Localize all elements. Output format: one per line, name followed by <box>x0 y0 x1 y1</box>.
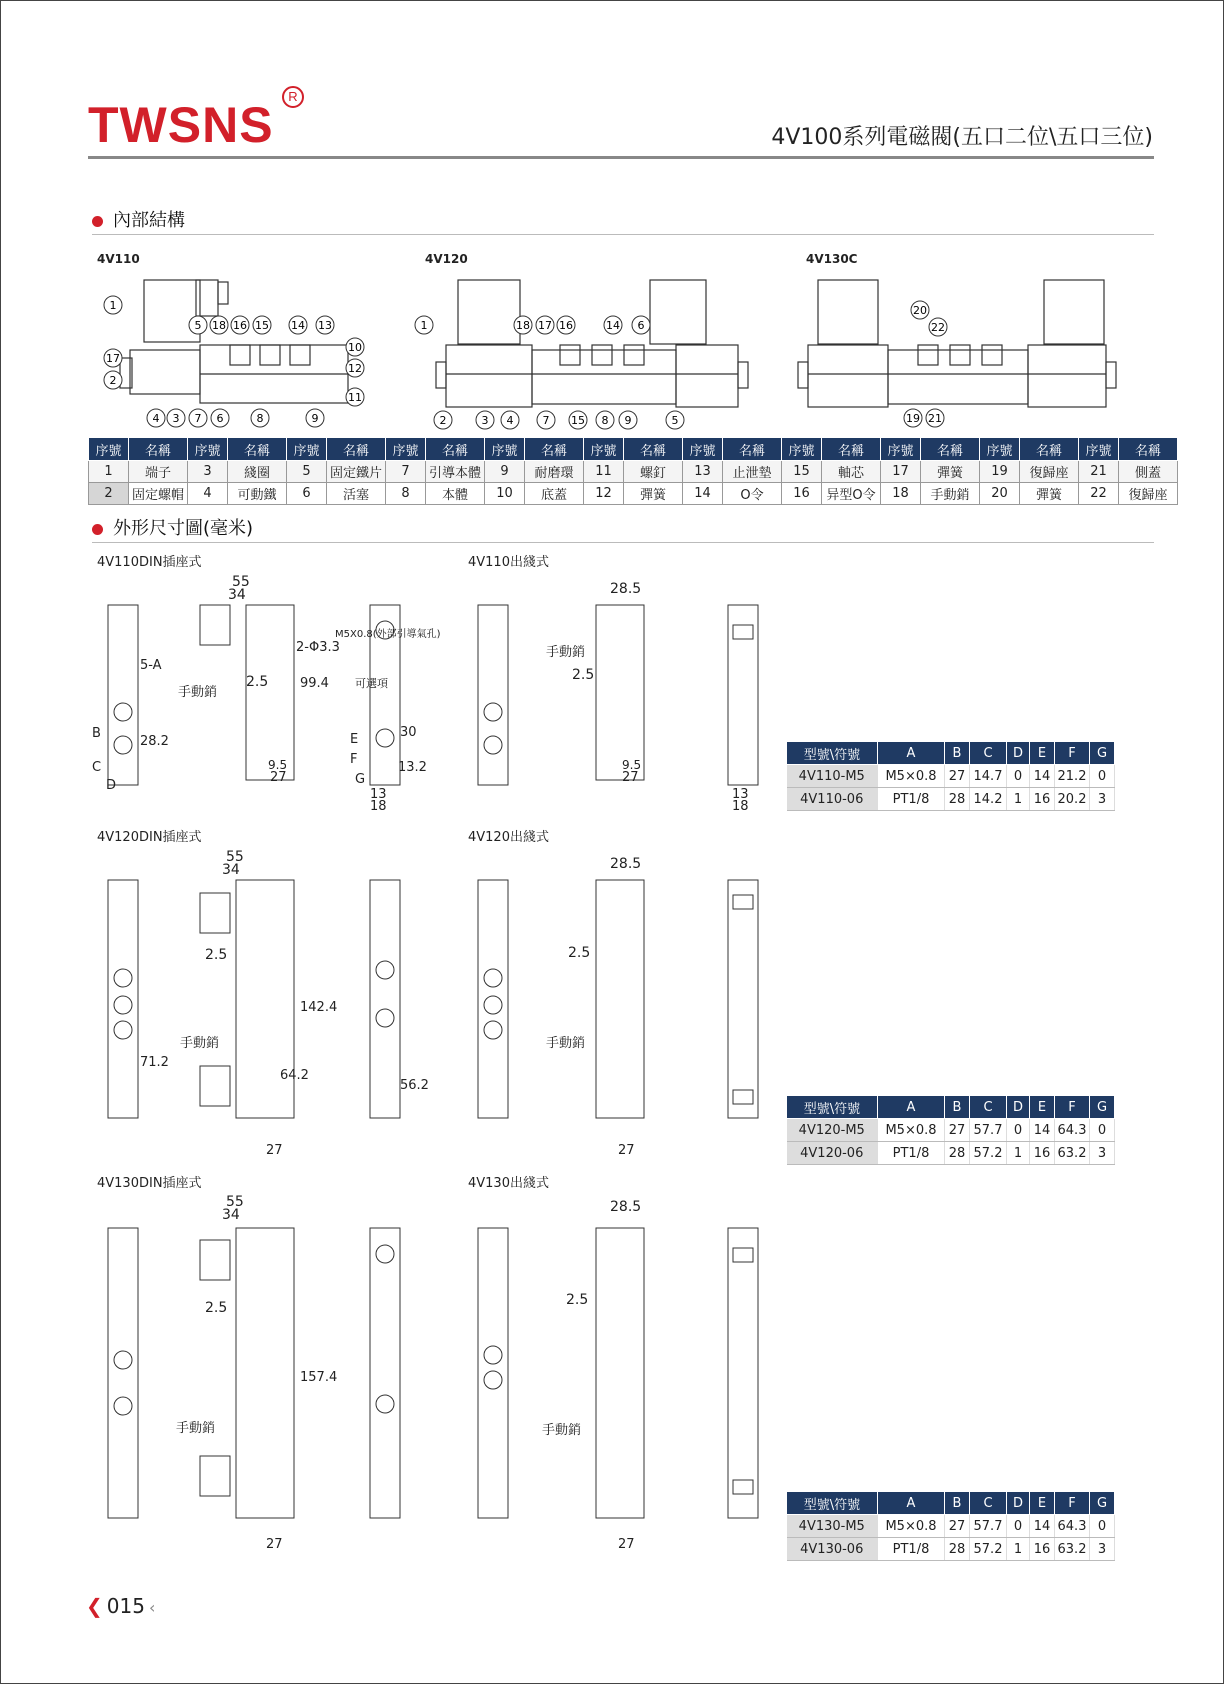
manual-pin-label: 手動銷 <box>178 685 218 700</box>
parts-header-cell: 名稱 <box>129 438 188 461</box>
spec-cell: 21.2 <box>1055 765 1090 788</box>
svg-text:15: 15 <box>571 414 585 427</box>
parts-cell: 可動鐵 <box>228 483 287 505</box>
spec-cell: 4V120-06 <box>787 1142 878 1165</box>
dim-28-5-r3: 28.5 <box>610 1199 642 1215</box>
dim-13: 13 <box>370 787 387 802</box>
chevron-left-icon: ❮ <box>86 1594 103 1618</box>
dim-34: 34 <box>228 587 246 603</box>
manual-pin-label-r3: 手動銷 <box>176 1421 216 1436</box>
parts-header-cell: 序號 <box>485 438 525 461</box>
dim-13-2: 13.2 <box>398 760 427 775</box>
parts-cell: 1 <box>89 461 129 483</box>
spec-cell: 28 <box>945 1538 970 1561</box>
m5-port-label: M5X0.8(外部引導氣孔) <box>335 629 441 640</box>
parts-header-cell: 名稱 <box>525 438 584 461</box>
svg-text:5: 5 <box>671 414 679 427</box>
spec-row <box>787 765 1115 788</box>
dim-5a: 5-A <box>140 658 162 673</box>
dim-99-4: 99.4 <box>300 676 329 691</box>
parts-cell: 側蓋 <box>1119 461 1178 483</box>
parts-cell: 14 <box>683 483 723 505</box>
dim-34-r3: 34 <box>222 1207 240 1223</box>
parts-cell: 彈簧 <box>921 461 980 483</box>
spec-header-cell: D <box>1007 1096 1030 1119</box>
parts-header-cell: 名稱 <box>921 438 980 461</box>
model-label-4v120: 4V120 <box>425 252 468 266</box>
parts-cell: 軸芯 <box>822 461 881 483</box>
parts-cell: 手動銷 <box>921 483 980 505</box>
spec-header-cell: E <box>1030 742 1055 765</box>
spec-cell: PT1/8 <box>878 788 945 811</box>
drawing-label-4v130-wire: 4V130出綫式 <box>468 1176 549 1191</box>
parts-header-cell: 名稱 <box>426 438 485 461</box>
dim-9-5: 9.5 <box>268 758 288 772</box>
svg-text:16: 16 <box>233 319 247 332</box>
dim-55-r2: 55 <box>226 849 244 865</box>
spec-cell: 14 <box>1030 1119 1055 1142</box>
parts-header-cell: 名稱 <box>1020 438 1079 461</box>
parts-cell: 活塞 <box>327 483 386 505</box>
spec-cell: 64.3 <box>1055 1119 1090 1142</box>
dim-9-5-b: 9.5 <box>622 758 642 772</box>
spec-cell: 0 <box>1007 1119 1030 1142</box>
optional-label: 可選項 <box>355 677 388 690</box>
spec-cell: 1 <box>1007 788 1030 811</box>
parts-header-cell: 序號 <box>782 438 822 461</box>
dim-2-5-r3b: 2.5 <box>566 1292 589 1308</box>
dim-b: B <box>92 726 101 741</box>
dim-g: G <box>355 772 366 787</box>
svg-text:2: 2 <box>439 414 447 427</box>
parts-header-cell: 序號 <box>980 438 1020 461</box>
svg-text:22: 22 <box>931 321 945 334</box>
spec-cell: 0 <box>1007 1515 1030 1538</box>
spec-row <box>787 1142 1115 1165</box>
spec-header-cell: B <box>945 742 970 765</box>
parts-cell: 5 <box>287 461 327 483</box>
parts-cell: 12 <box>584 483 624 505</box>
spec-cell: 28 <box>945 788 970 811</box>
spec-header-cell: A <box>878 742 945 765</box>
parts-header-cell: 名稱 <box>624 438 683 461</box>
parts-cell: 17 <box>881 461 921 483</box>
svg-text:5: 5 <box>194 319 202 332</box>
spec-cell: 57.7 <box>970 1515 1007 1538</box>
svg-text:21: 21 <box>928 412 942 425</box>
spec-row <box>787 1119 1115 1142</box>
svg-text:14: 14 <box>606 319 620 332</box>
svg-text:20: 20 <box>913 304 927 317</box>
parts-cell: 螺釘 <box>624 461 683 483</box>
svg-text:9: 9 <box>311 412 319 425</box>
spec-cell: 28 <box>945 1142 970 1165</box>
parts-cell: 21 <box>1079 461 1119 483</box>
svg-text:4: 4 <box>152 412 160 425</box>
svg-text:1: 1 <box>109 299 117 312</box>
parts-header-cell: 名稱 <box>1119 438 1178 461</box>
parts-cell: 10 <box>485 483 525 505</box>
manual-pin-label-r3b: 手動銷 <box>542 1423 582 1438</box>
spec-cell: 20.2 <box>1055 788 1090 811</box>
dim-18: 18 <box>370 799 387 814</box>
spec-cell: 27 <box>945 1515 970 1538</box>
spec-table-4v110 <box>786 741 1115 811</box>
parts-cell: 20 <box>980 483 1020 505</box>
spec-cell: 3 <box>1090 1538 1115 1561</box>
model-label-4v110: 4V110 <box>97 252 140 266</box>
spec-header-cell: A <box>878 1492 945 1515</box>
svg-text:16: 16 <box>559 319 573 332</box>
parts-cell: 22 <box>1079 483 1119 505</box>
parts-cell: 15 <box>782 461 822 483</box>
spec-header-cell: F <box>1055 1492 1090 1515</box>
parts-cell: 彈簧 <box>1020 483 1079 505</box>
parts-cell: 8 <box>386 483 426 505</box>
svg-text:3: 3 <box>481 414 489 427</box>
svg-text:7: 7 <box>542 414 550 427</box>
svg-text:3: 3 <box>172 412 180 425</box>
dim-56-2: 56.2 <box>400 1078 429 1093</box>
svg-text:8: 8 <box>601 414 609 427</box>
svg-text:2: 2 <box>109 374 117 387</box>
section-dimensions-title: 外形尺寸圖(毫米) <box>113 518 254 539</box>
parts-header-cell: 序號 <box>386 438 426 461</box>
spec-cell: PT1/8 <box>878 1142 945 1165</box>
svg-text:1: 1 <box>420 319 428 332</box>
dim-28-2: 28.2 <box>140 734 169 749</box>
parts-header-cell: 序號 <box>881 438 921 461</box>
dim-d: D <box>106 778 117 793</box>
spec-cell: 63.2 <box>1055 1538 1090 1561</box>
spec-header-cell: D <box>1007 1492 1030 1515</box>
svg-text:15: 15 <box>255 319 269 332</box>
svg-text:8: 8 <box>256 412 264 425</box>
spec-table-4v130 <box>786 1491 1115 1561</box>
dim-142-4: 142.4 <box>300 1000 338 1015</box>
spec-cell: 16 <box>1030 1538 1055 1561</box>
section-internal-title: 內部結構 <box>113 210 185 231</box>
spec-cell: 4V130-M5 <box>787 1515 878 1538</box>
spec-header-cell: F <box>1055 742 1090 765</box>
spec-cell: M5×0.8 <box>878 1515 945 1538</box>
spec-row <box>787 788 1115 811</box>
spec-cell: PT1/8 <box>878 1538 945 1561</box>
parts-cell: 彈簧 <box>624 483 683 505</box>
parts-cell: 固定螺帽 <box>129 483 188 505</box>
spec-cell: 27 <box>945 765 970 788</box>
svg-text:11: 11 <box>348 391 362 404</box>
parts-cell: 固定鐵片 <box>327 461 386 483</box>
model-label-4v130c: 4V130C <box>806 252 858 266</box>
dim-13-b: 13 <box>732 787 749 802</box>
parts-cell: 引導本體 <box>426 461 485 483</box>
dim-27-r3b: 27 <box>618 1537 635 1552</box>
parts-header-cell: 名稱 <box>228 438 287 461</box>
parts-header-cell: 序號 <box>287 438 327 461</box>
parts-cell: 底蓋 <box>525 483 584 505</box>
spec-cell: M5×0.8 <box>878 765 945 788</box>
dim-30: 30 <box>400 725 417 740</box>
spec-header-cell: A <box>878 1096 945 1119</box>
parts-cell: O令 <box>723 483 782 505</box>
dim-2-5-r2b: 2.5 <box>568 945 591 961</box>
dim-27-r2b: 27 <box>618 1143 635 1158</box>
svg-text:14: 14 <box>291 319 305 332</box>
spec-header-cell: E <box>1030 1096 1055 1119</box>
spec-cell: 0 <box>1090 765 1115 788</box>
drawing-label-4v110-din: 4V110DIN插座式 <box>97 555 202 570</box>
spec-cell: 57.7 <box>970 1119 1007 1142</box>
spec-header-cell: F <box>1055 1096 1090 1119</box>
dim-f: F <box>350 752 358 767</box>
svg-text:10: 10 <box>348 341 362 354</box>
brand-logo: TWSNS <box>88 97 274 153</box>
svg-text:17: 17 <box>106 352 120 365</box>
spec-cell: 0 <box>1090 1119 1115 1142</box>
parts-cell: 13 <box>683 461 723 483</box>
parts-header-cell: 名稱 <box>822 438 881 461</box>
spec-cell: 4V130-06 <box>787 1538 878 1561</box>
spec-header-cell: E <box>1030 1492 1055 1515</box>
spec-cell: 4V110-M5 <box>787 765 878 788</box>
spec-row <box>787 1515 1115 1538</box>
parts-header-cell: 名稱 <box>723 438 782 461</box>
dim-71-2: 71.2 <box>140 1055 169 1070</box>
parts-cell: 19 <box>980 461 1020 483</box>
spec-cell: 64.3 <box>1055 1515 1090 1538</box>
svg-text:6: 6 <box>637 319 645 332</box>
dim-55: 55 <box>232 574 250 590</box>
dim-27-r3: 27 <box>266 1537 283 1552</box>
parts-cell: 6 <box>287 483 327 505</box>
parts-cell: 端子 <box>129 461 188 483</box>
dim-64-2: 64.2 <box>280 1068 309 1083</box>
chevron-left-small-icon: ‹ <box>148 1598 156 1617</box>
spec-cell: 4V110-06 <box>787 788 878 811</box>
manual-pin-label-2: 手動銷 <box>546 645 586 660</box>
spec-header-cell: G <box>1090 1096 1115 1119</box>
parts-header-cell: 序號 <box>683 438 723 461</box>
drawing-label-4v110-wire: 4V110出綫式 <box>468 555 549 570</box>
parts-header-cell: 序號 <box>89 438 129 461</box>
parts-cell: 11 <box>584 461 624 483</box>
spec-cell: 3 <box>1090 788 1115 811</box>
parts-header-cell: 序號 <box>1079 438 1119 461</box>
dim-27: 27 <box>270 770 287 785</box>
spec-header-cell: G <box>1090 1492 1115 1515</box>
parts-cell: 本體 <box>426 483 485 505</box>
dim-18-b: 18 <box>732 799 749 814</box>
spec-cell: 16 <box>1030 788 1055 811</box>
spec-cell: 0 <box>1090 1515 1115 1538</box>
parts-header-cell: 序號 <box>584 438 624 461</box>
parts-header-cell: 序號 <box>188 438 228 461</box>
manual-pin-label-r2b: 手動銷 <box>546 1036 586 1051</box>
dim-55-r3: 55 <box>226 1194 244 1210</box>
parts-cell: 復歸座 <box>1119 483 1178 505</box>
spec-header-cell: G <box>1090 742 1115 765</box>
parts-cell: 异型O令 <box>822 483 881 505</box>
drawing-label-4v120-din: 4V120DIN插座式 <box>97 830 202 845</box>
parts-cell: 耐磨環 <box>525 461 584 483</box>
parts-cell: 綫圈 <box>228 461 287 483</box>
spec-cell: M5×0.8 <box>878 1119 945 1142</box>
svg-text:18: 18 <box>516 319 530 332</box>
svg-text:7: 7 <box>194 412 202 425</box>
spec-header-cell: C <box>970 742 1007 765</box>
dim-2-5-b: 2.5 <box>572 667 595 683</box>
parts-cell: 9 <box>485 461 525 483</box>
spec-cell: 4V120-M5 <box>787 1119 878 1142</box>
spec-header-cell: B <box>945 1492 970 1515</box>
parts-cell: 4 <box>188 483 228 505</box>
spec-cell: 3 <box>1090 1142 1115 1165</box>
spec-cell: 16 <box>1030 1142 1055 1165</box>
svg-text:18: 18 <box>212 319 226 332</box>
page-number <box>86 1594 155 1618</box>
dim-27-r2: 27 <box>266 1143 283 1158</box>
svg-text:6: 6 <box>216 412 224 425</box>
spec-header-cell: C <box>970 1492 1007 1515</box>
dim-28-5: 28.5 <box>610 581 642 597</box>
dim-157-4: 157.4 <box>300 1370 338 1385</box>
dim-2-5-r2: 2.5 <box>205 947 228 963</box>
manual-pin-label-r2: 手動銷 <box>180 1036 220 1051</box>
registered-mark: R <box>282 86 304 108</box>
parts-cell: 7 <box>386 461 426 483</box>
page-number-text: 015 <box>106 1594 145 1618</box>
spec-header-cell: 型號\符號 <box>787 1492 878 1515</box>
spec-cell: 14 <box>1030 765 1055 788</box>
spec-header-cell: 型號\符號 <box>787 742 878 765</box>
spec-header-cell: C <box>970 1096 1007 1119</box>
parts-cell: 止泄墊 <box>723 461 782 483</box>
dim-27-b: 27 <box>622 770 639 785</box>
spec-cell: 63.2 <box>1055 1142 1090 1165</box>
spec-row <box>787 1538 1115 1561</box>
spec-cell: 1 <box>1007 1142 1030 1165</box>
dim-28-5-r2: 28.5 <box>610 856 642 872</box>
dim-2-5: 2.5 <box>246 674 269 690</box>
svg-text:19: 19 <box>906 412 920 425</box>
spec-header-cell: 型號\符號 <box>787 1096 878 1119</box>
spec-header-cell: B <box>945 1096 970 1119</box>
dim-phi: 2-Φ3.3 <box>296 640 340 655</box>
spec-cell: 14 <box>1030 1515 1055 1538</box>
dim-2-5-r3: 2.5 <box>205 1300 228 1316</box>
spec-header-cell: D <box>1007 742 1030 765</box>
dim-34-r2: 34 <box>222 862 240 878</box>
parts-cell: 復歸座 <box>1020 461 1079 483</box>
parts-cell: 3 <box>188 461 228 483</box>
svg-text:17: 17 <box>538 319 552 332</box>
spec-cell: 14.7 <box>970 765 1007 788</box>
spec-cell: 57.2 <box>970 1142 1007 1165</box>
spec-cell: 0 <box>1007 765 1030 788</box>
spec-table-4v120 <box>786 1095 1115 1165</box>
spec-cell: 1 <box>1007 1538 1030 1561</box>
dim-c: C <box>92 760 102 775</box>
dim-e: E <box>350 732 359 747</box>
svg-text:4: 4 <box>506 414 514 427</box>
svg-text:12: 12 <box>348 362 362 375</box>
spec-cell: 57.2 <box>970 1538 1007 1561</box>
drawing-label-4v130-din: 4V130DIN插座式 <box>97 1176 202 1191</box>
document-title: 4V100系列電磁閥(五口二位\五口三位) <box>771 125 1153 150</box>
svg-text:13: 13 <box>318 319 332 332</box>
spec-cell: 27 <box>945 1119 970 1142</box>
drawing-label-4v120-wire: 4V120出綫式 <box>468 830 549 845</box>
parts-cell: 18 <box>881 483 921 505</box>
parts-header-cell: 名稱 <box>327 438 386 461</box>
parts-cell: 2 <box>89 483 129 505</box>
svg-text:9: 9 <box>624 414 632 427</box>
parts-cell: 16 <box>782 483 822 505</box>
spec-cell: 14.2 <box>970 788 1007 811</box>
